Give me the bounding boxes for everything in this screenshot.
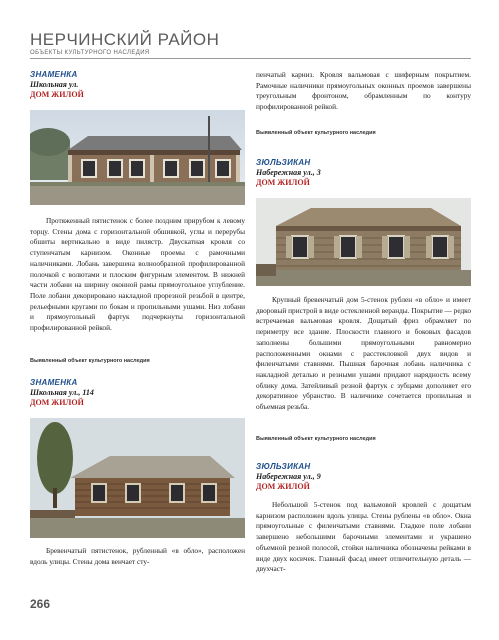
entry-2-heading <box>30 378 245 407</box>
entry-4-village: ЗЮЛЬЗИКАН <box>256 462 311 471</box>
entry-4-type: ДОМ ЖИЛОЙ <box>256 482 310 491</box>
header-rule <box>30 58 471 59</box>
entry-4-paragraph: Небольшой 5-стенок под вальмовой кровлей с дощатым карнизом расположен вдоль улицы. Стены рублены «в обло». Окна прямоугольные с филенчатыми ставнями. Гладкое поле лобани завершено небольшими барочными элементами и украшено объемной резной полосой, стойки наличника обозначены рейками в виде двух косичек. Главный фасад имеет отличительную деталь — двухчаст- <box>256 500 471 574</box>
entry-3-heading <box>256 158 471 187</box>
entry-2-village: ЗНАМЕНКА <box>30 378 78 387</box>
entry-2-type: ДОМ ЖИЛОЙ <box>30 398 84 407</box>
entry-3-type: ДОМ ЖИЛОЙ <box>256 178 310 187</box>
page-number: 266 <box>30 597 51 611</box>
entry-1-type: ДОМ ЖИЛОЙ <box>30 90 84 99</box>
entry-3-house-photo <box>256 198 471 286</box>
entry-1-description <box>30 216 245 334</box>
entry-3-village: ЗЮЛЬЗИКАН <box>256 158 311 167</box>
entry-1-status: Выявленный объект культурного наследия <box>30 358 150 364</box>
entry-3-description <box>256 295 471 413</box>
entry-4-street: Набережная ул., 9 <box>256 472 321 481</box>
entry-3-street: Набережная ул., 3 <box>256 168 321 177</box>
entry-2-paragraph-end: пенчатый карниз. Кровля вальмовая с шиферным покрытием. Рамочные наличники прямоугольных оконных проемов завершены треугольным фронтоном, обрамленным по контуру профилированной рейкой. <box>256 70 471 112</box>
entry-1-street: Школьная ул. <box>30 80 79 89</box>
entry-2-description-continued <box>256 70 471 113</box>
entry-1-heading <box>30 70 245 99</box>
entry-3-paragraph: Крупный бревенчатый дом 5-стенок рублен «в обло» и имеет дворовый пристрой в виде остекленной веранды. Покрытие — редко встречаемая вальмовая кровля. Дощатый фриз обрамляет по периметру все здание. Плоскости главного и боковых фасадов заполнены большими прямоугольными равномерно расположенными окнами с расстекловкой двух видов и филенчатыми ставнями. Пышная барочная лобань наличника с накладной деталью и резными ушами придают нарядность всему облику дома. Затейливый резной фартук с зубцами дополняет его декоративное убранство. В наличнике сочетается пропильная и объемная резьба. <box>256 295 471 412</box>
entry-4-heading <box>256 462 471 491</box>
entry-1-village: ЗНАМЕНКА <box>30 70 78 79</box>
chapter-subtitle: ОБЪЕКТЫ КУЛЬТУРНОГО НАСЛЕДИЯ <box>30 50 150 56</box>
entry-2-street: Школьная ул., 114 <box>30 388 94 397</box>
entry-2-paragraph-start: Бревенчатый пятистенок, рубленный «в обло», расположен вдоль улицы. Стены дома венчает сту- <box>30 546 245 566</box>
chapter-title: НЕРЧИНСКИЙ РАЙОН <box>30 30 220 49</box>
entry-3-status: Выявленный объект культурного наследия <box>256 436 376 442</box>
entry-1-paragraph: Протяженный пятистенок с более поздним прирубом к левому торцу. Стены дома с горизонтальной обшивкой, углы и перерубы обшиты вертикально в виде пилястр. Двускатная кровля со ступенчатым карнизом. Оконные проемы с рамочными наличниками. Лобань завершена волнообразной профилированной полочкой с волютами и плоским фигурным элементом. В нижней части лобани на ширину оконной рамы прямоугольное углубление. Поле лобани декорировано накладной прорезной резьбой в центре, рельефными кругами по бокам и пропильными ушами. Низ лобани и прямоугольный фартук подчеркнуты горизонтальной профилированной рейкой. <box>30 216 245 333</box>
entry-2-status: Выявленный объект культурного наследия <box>256 130 376 136</box>
entry-2-description <box>30 546 245 567</box>
entry-2-house-photo <box>30 418 245 538</box>
entry-4-description <box>256 500 471 575</box>
entry-1-house-photo <box>30 110 245 205</box>
